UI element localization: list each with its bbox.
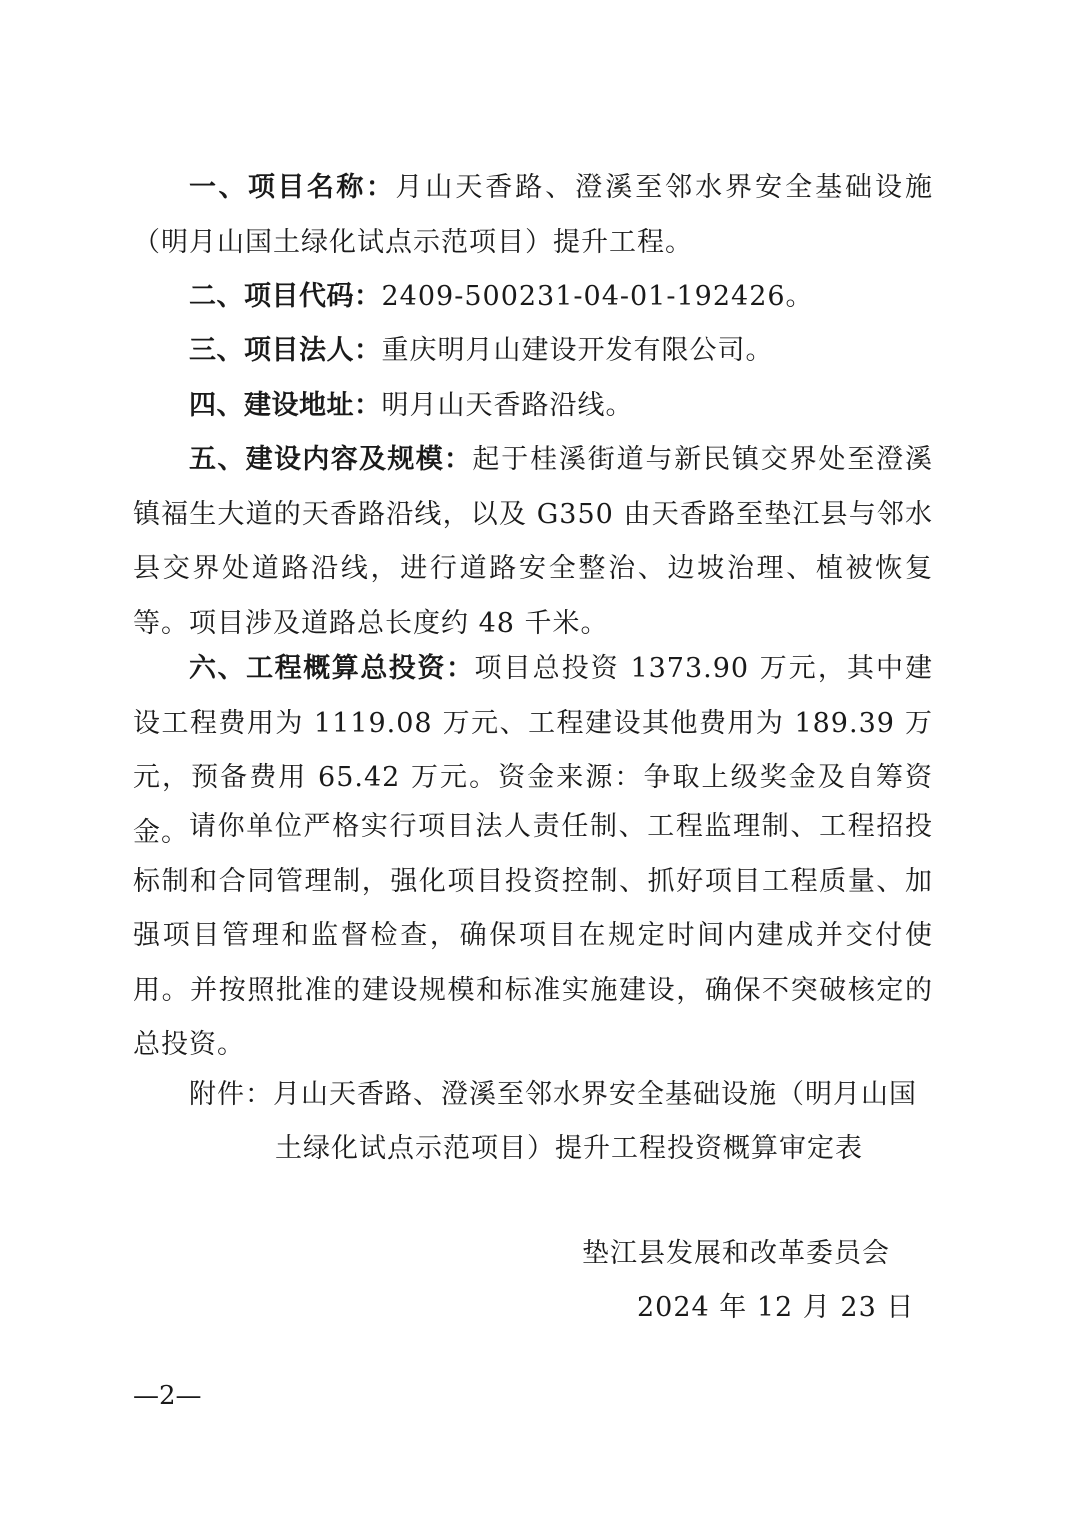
item-label: 三、项目法人： <box>189 335 382 366</box>
item-text: 月山天香路、澄溪至邻水界安全基础设施（明月山国土绿化试点示范项目）提升工程。 <box>133 172 934 258</box>
item-text: 起于桂溪街道与新民镇交界处至澄溪镇福生大道的天香路沿线，以及 G350 由天香路至垫江县与邻水县交界处道路沿线，进行道路安全整治、边坡治理、植被恢复等。项目涉及道路总长度约 48 千米。 <box>133 444 934 639</box>
requirements-text: 请你单位严格实行项目法人责任制、工程监理制、工程招投标制和合同管理制，强化项目投资控制、抓好项目工程质量、加强项目管理和监督检查，确保项目在规定时间内建成并交付使用。并按照批准的建设规模和标准实施建设，确保不突破核定的总投资。 <box>133 811 933 1060</box>
item-label: 六、工程概算总投资： <box>189 653 475 684</box>
item-label: 二、项目代码： <box>189 281 382 312</box>
item-label: 一、项目名称： <box>189 172 396 203</box>
item-legal-entity <box>133 324 933 379</box>
item-label: 五、建设内容及规模： <box>189 444 473 475</box>
item-address <box>133 379 933 434</box>
issuing-organization: 垫江县发展和改革委员会 <box>582 1238 890 1269</box>
requirements-paragraph <box>133 800 933 1073</box>
item-text: 2409-500231-04-01-192426。 <box>381 281 814 312</box>
item-text: 重庆明月山建设开发有限公司。 <box>381 335 774 366</box>
item-project-name <box>133 161 933 270</box>
page-number: —2— <box>133 1381 202 1411</box>
issue-date: 2024 年 12 月 23 日 <box>637 1292 915 1323</box>
item-text: 项目总投资 1373.90 万元，其中建设工程费用为 1119.08 万元、工程建设其他费用为 189.39 万元，预备费用 65.42 万元。资金来源：争取上级奖金及自筹资金。 <box>133 653 934 848</box>
attachment-line-2: 土绿化试点示范项目）提升工程投资概算审定表 <box>275 1133 863 1164</box>
item-text: 明月山天香路沿线。 <box>381 390 634 421</box>
item-project-code <box>133 270 933 325</box>
item-label: 四、建设地址： <box>189 390 382 421</box>
item-scope <box>133 433 933 651</box>
attachment-line-1: 附件：月山天香路、澄溪至邻水界安全基础设施（明月山国 <box>189 1079 917 1110</box>
